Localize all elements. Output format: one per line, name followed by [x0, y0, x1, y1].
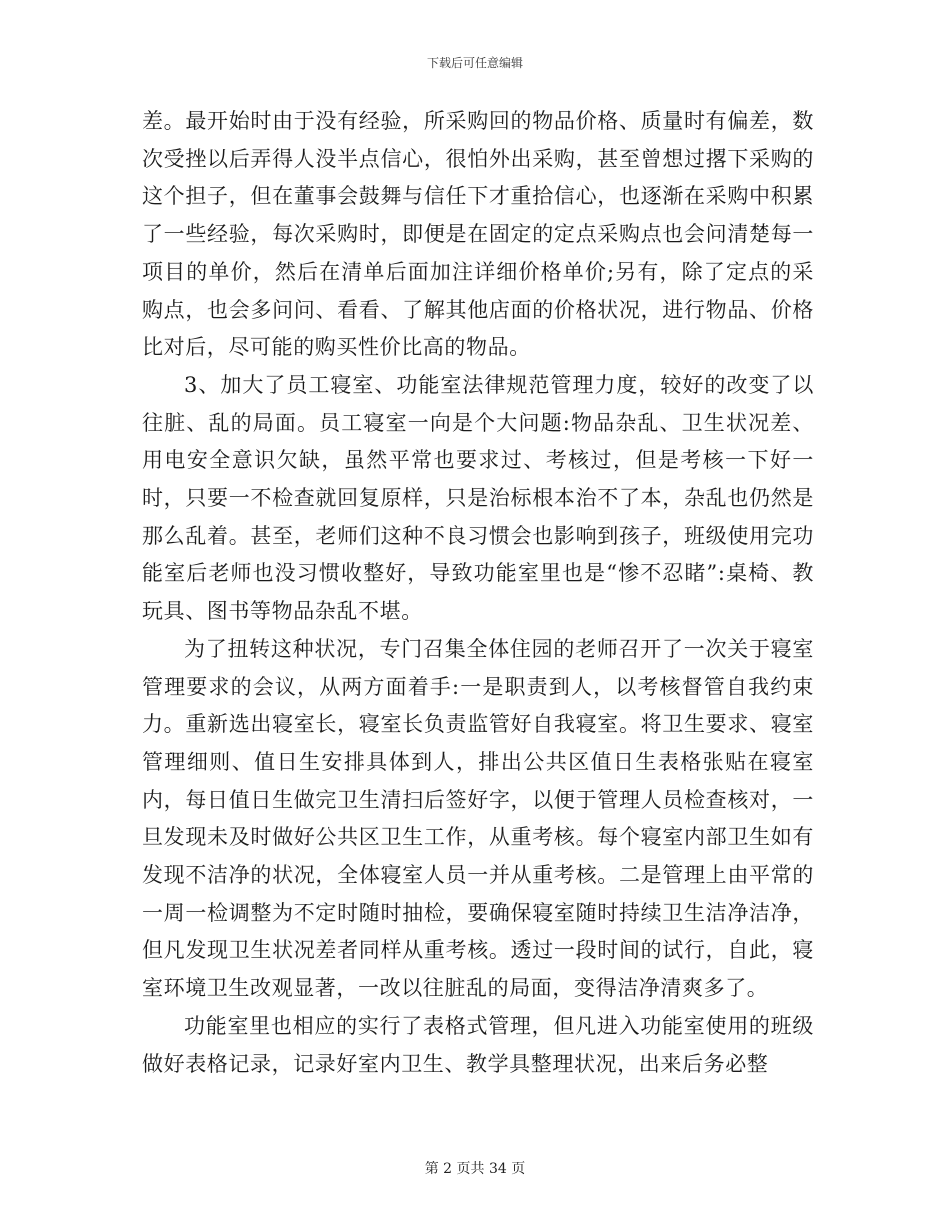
- page-number-footer: 第 2 页共 34 页: [424, 1161, 526, 1177]
- page-header-note: 下载后可任意编辑: [426, 56, 523, 70]
- document-body: [142, 103, 814, 1083]
- paragraph-2: 3、加大了员工寝室、功能室法律规范管理力度，较好的改变了以往脏、乱的局面。员工寝室一向是个大问题:物品杂乱、卫生状况差、用电安全意识欠缺，虽然平常也要求过、考核过，但是考核一下好一时，只要一不检查就回复原样，只是治标根本治不了本，杂乱也仍然是那么乱着。甚至，老师们这种不良习惯会也影响到孩子，班级使用完功能室后老师也没习惯收整好，导致功能室里也是“惨不忍睹”:桌椅、教玩具、图书等物品杂乱不堪。: [142, 372, 814, 624]
- paragraph-3: 为了扭转这种状况，专门召集全体住园的老师召开了一次关于寝室管理要求的会议，从两方面着手:一是职责到人，以考核督管自我约束力。重新选出寝室长，寝室长负责监管好自我寝室。将卫生要求、寝室管理细则、值日生安排具体到人，排出公共区值日生表格张贴在寝室内，每日值日生做完卫生清扫后签好字，以便于管理人员检查核对，一旦发现未及时做好公共区卫生工作，从重考核。每个寝室内部卫生如有发现不洁净的状况，全体寝室人员一并从重考核。二是管理上由平常的一周一检调整为不定时随时抽检，要确保寝室随时持续卫生洁净洁净，但凡发现卫生状况差者同样从重考核。透过一段时间的试行，自此，寝室环境卫生改观显著，一改以往脏乱的局面，变得洁净清爽多了。: [142, 636, 814, 1001]
- paragraph-1: 差。最开始时由于没有经验，所采购回的物品价格、质量时有偏差，数次受挫以后弄得人没半点信心，很怕外出采购，甚至曾想过撂下采购的这个担子，但在董事会鼓舞与信任下才重拾信心，也逐渐在采购中积累了一些经验，每次采购时，即便是在固定的定点采购点也会问清楚每一项目的单价，然后在清单后面加注详细价格单价;另有，除了定点的采购点，也会多问问、看看、了解其他店面的价格状况，进行物品、价格比对后，尽可能的购买性价比高的物品。: [142, 109, 814, 360]
- paragraph-4: 功能室里也相应的实行了表格式管理，但凡进入功能室使用的班级做好表格记录，记录好室内卫生、教学具整理状况，出来后务必整: [142, 1013, 814, 1076]
